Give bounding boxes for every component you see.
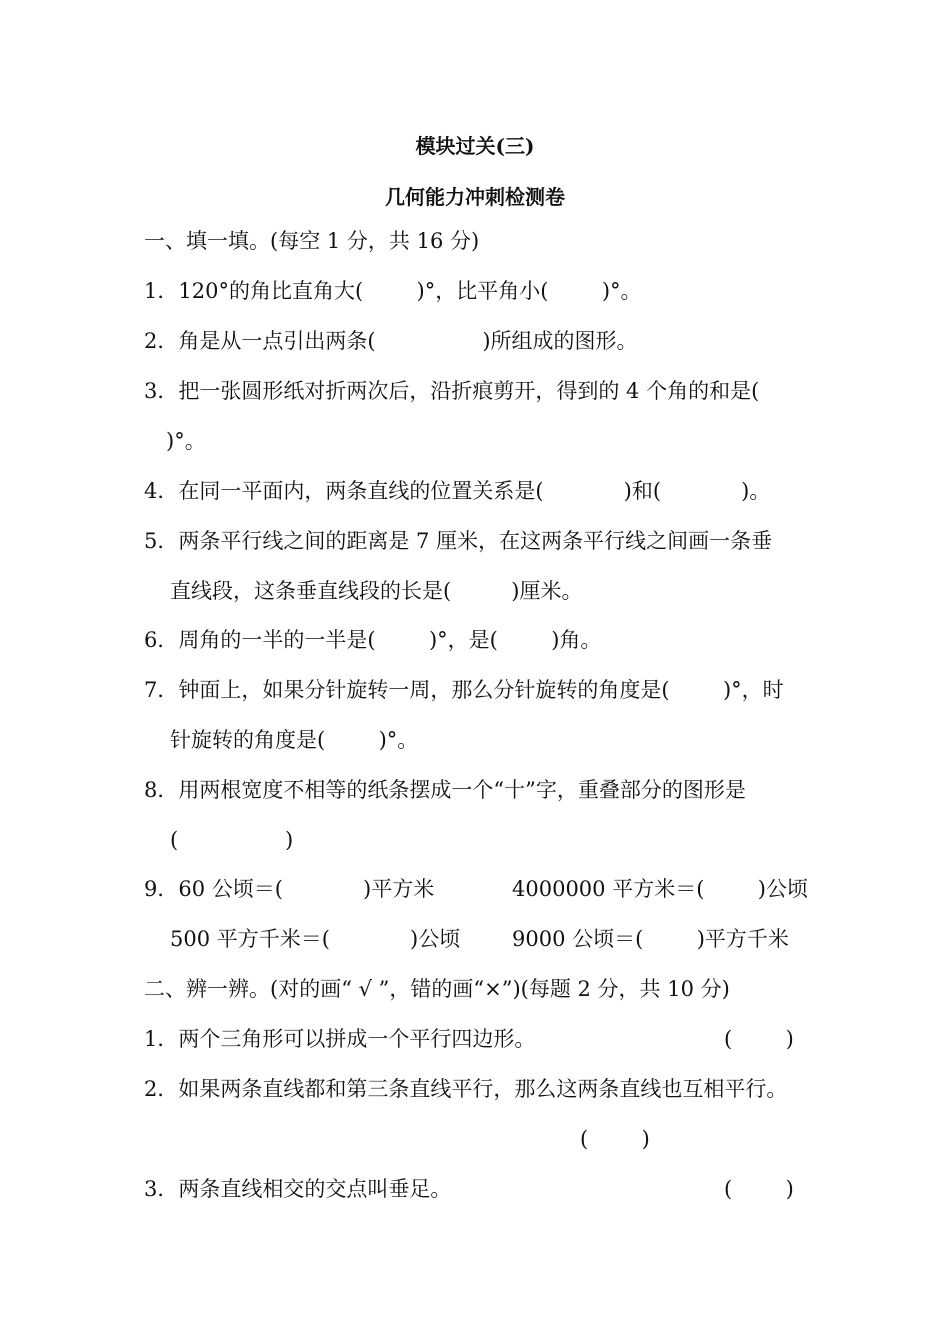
question-1-9-b: 4000000 平方米＝( )公顷 [512,877,808,901]
question-1-6: 6．周角的一半的一半是( )°，是( )角。 [144,628,602,652]
answer-paren-2-1: ( ) [724,1027,794,1051]
section-1-heading: 一、填一填。(每空 1 分，共 16 分) [144,229,480,253]
question-1-8-line1: 8．用两根宽度不相等的纸条摆成一个“十”字，重叠部分的图形是 [144,778,746,802]
question-1-5-line2: 直线段，这条垂直线段的长是( )厘米。 [170,579,583,603]
question-2-1: 1．两个三角形可以拼成一个平行四边形。 [144,1027,536,1051]
page-title: 模块过关(三) [415,134,535,158]
question-1-7-line1: 7．钟面上，如果分针旋转一周，那么分针旋转的角度是( )°，时 [144,678,784,702]
question-1-9-d: 9000 公顷＝( )平方千米 [512,927,789,951]
question-1-8-line2: ( ) [170,828,294,852]
question-1-7-line2: 针旋转的角度是( )°。 [170,728,419,752]
question-1-3-line1: 3．把一张圆形纸对折两次后，沿折痕剪开，得到的 4 个角的和是( [144,379,760,403]
question-1-2: 2．角是从一点引出两条( )所组成的图形。 [144,329,638,353]
question-1-3-line2: )°。 [166,429,206,453]
question-1-9-c: 500 平方千米＝( )公顷 [170,927,461,951]
section-2-heading: 二、辨一辨。(对的画“ √ ”，错的画“×”)(每题 2 分，共 10 分) [144,977,730,1001]
question-1-9-a: 9．60 公顷＝( )平方米 [144,877,435,901]
question-2-2: 2．如果两条直线都和第三条直线平行，那么这两条直线也互相平行。 [144,1077,788,1101]
page-subtitle: 几何能力冲刺检测卷 [385,185,565,209]
answer-paren-2-3: ( ) [724,1177,794,1201]
answer-paren-2-2: ( ) [580,1127,650,1151]
question-1-4: 4．在同一平面内，两条直线的位置关系是( )和( )。 [144,479,771,503]
question-1-5-line1: 5．两条平行线之间的距离是 7 厘米，在这两条平行线之间画一条垂 [144,529,773,553]
question-1-1: 1．120°的角比直角大( )°，比平角小( )°。 [144,279,642,303]
question-2-3: 3．两条直线相交的交点叫垂足。 [144,1177,452,1201]
